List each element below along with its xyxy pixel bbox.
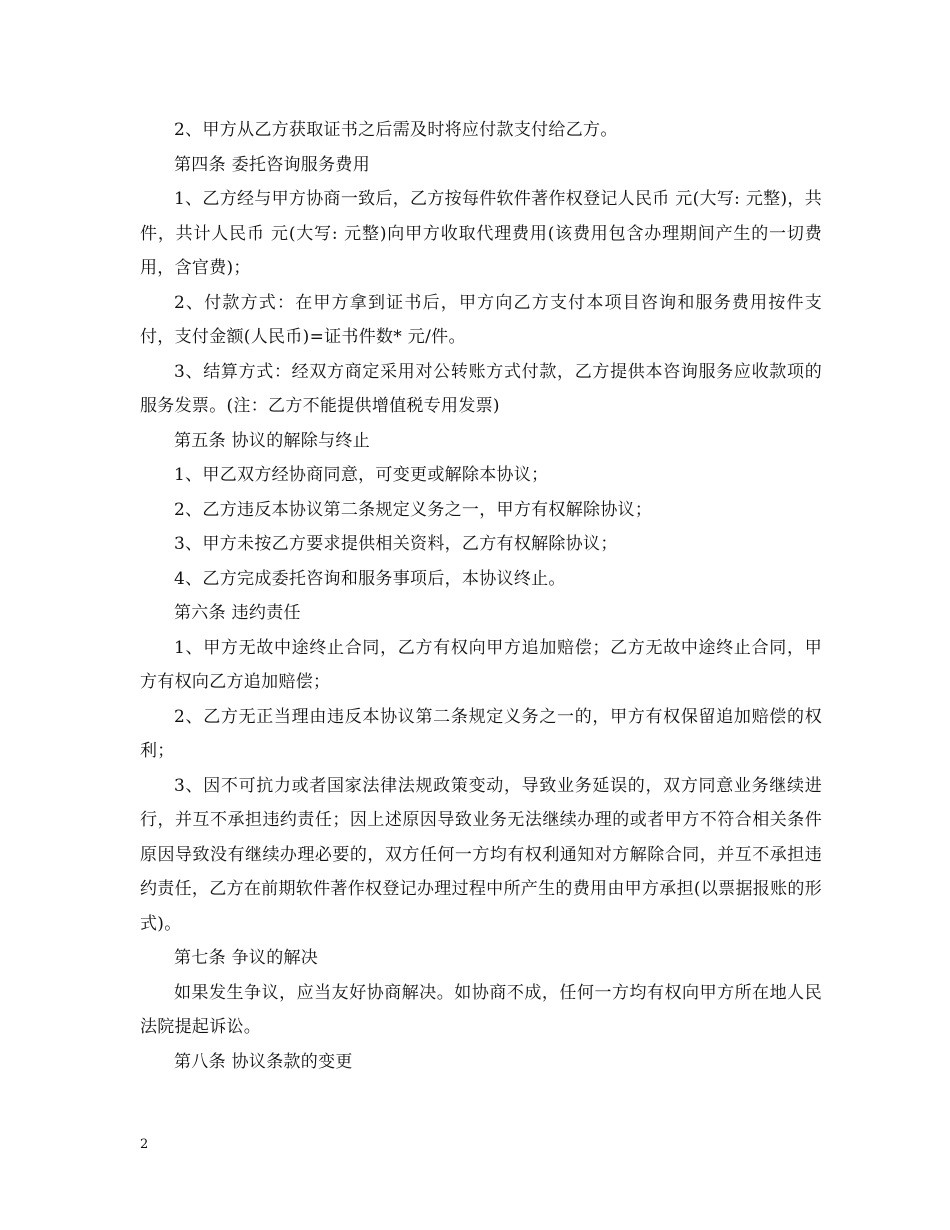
- paragraph-termination-1: 1、甲乙双方经协商同意，可变更或解除本协议；: [174, 465, 549, 485]
- paragraph-liability-2: 2、乙方无正当理由违反本协议第二条规定义务之一的，甲方有权保留追加赔偿的权利；: [140, 706, 822, 761]
- heading-article-8: 第八条 协议条款的变更: [174, 1051, 353, 1072]
- paragraph-termination-2: 2、乙方违反本协议第二条规定义务之一，甲方有权解除协议；: [174, 499, 653, 520]
- heading-article-6: 第六条 违约责任: [174, 603, 301, 623]
- paragraph-termination-4: 4、乙方完成委托咨询和服务事项后，本协议终止。: [174, 568, 566, 589]
- document-body: [140, 113, 822, 1079]
- heading-article-7: 第七条 争议的解决: [174, 948, 319, 968]
- paragraph-payment-method: 2、付款方式：在甲方拿到证书后，甲方向乙方支付本项目咨询和服务费用按件支付，支付金额(人民币)=证书件数* 元/件。: [140, 292, 822, 347]
- paragraph-fee-standard: 1、乙方经与甲方协商一致后，乙方按每件软件著作权登记人民币 元(大写: 元整)，共 件，共计人民币 元(大写: 元整)向甲方收取代理费用(该费用包含办理期间产生的一切费用，含官费)；: [140, 189, 822, 278]
- heading-article-4: 第四条 委托咨询服务费用: [174, 154, 371, 175]
- paragraph-liability-1: 1、甲方无故中途终止合同，乙方有权向甲方追加赔偿；乙方无故中途终止合同，甲方有权向乙方追加赔偿；: [140, 637, 822, 692]
- paragraph-liability-3: 3、因不可抗力或者国家法律法规政策变动，导致业务延误的，双方同意业务继续进行，并互不承担违约责任；因上述原因导致业务无法继续办理的或者甲方不符合相关条件原因导致没有继续办理必要的，双方任何一方均有权利通知对方解除合同，并互不承担违约责任，乙方在前期软件著作权登记办理过程中所产生的费用由甲方承担(以票据报账的形式)。: [140, 775, 822, 934]
- paragraph-termination-3: 3、甲方未按乙方要求提供相关资料，乙方有权解除协议；: [174, 534, 618, 554]
- paragraph-dispute-resolution: 如果发生争议，应当友好协商解决。如协商不成，任何一方均有权向甲方所在地人民法院提起诉讼。: [140, 982, 822, 1037]
- paragraph-payment-after-certificate: 2、甲方从乙方获取证书之后需及时将应付款支付给乙方。: [174, 120, 618, 140]
- heading-article-5: 第五条 协议的解除与终止: [174, 430, 371, 451]
- paragraph-settlement-method: 3、结算方式：经双方商定采用对公转账方式付款，乙方提供本咨询服务应收款项的服务发票。(注：乙方不能提供增值税专用发票): [140, 361, 822, 416]
- page-number: 2: [140, 1137, 149, 1152]
